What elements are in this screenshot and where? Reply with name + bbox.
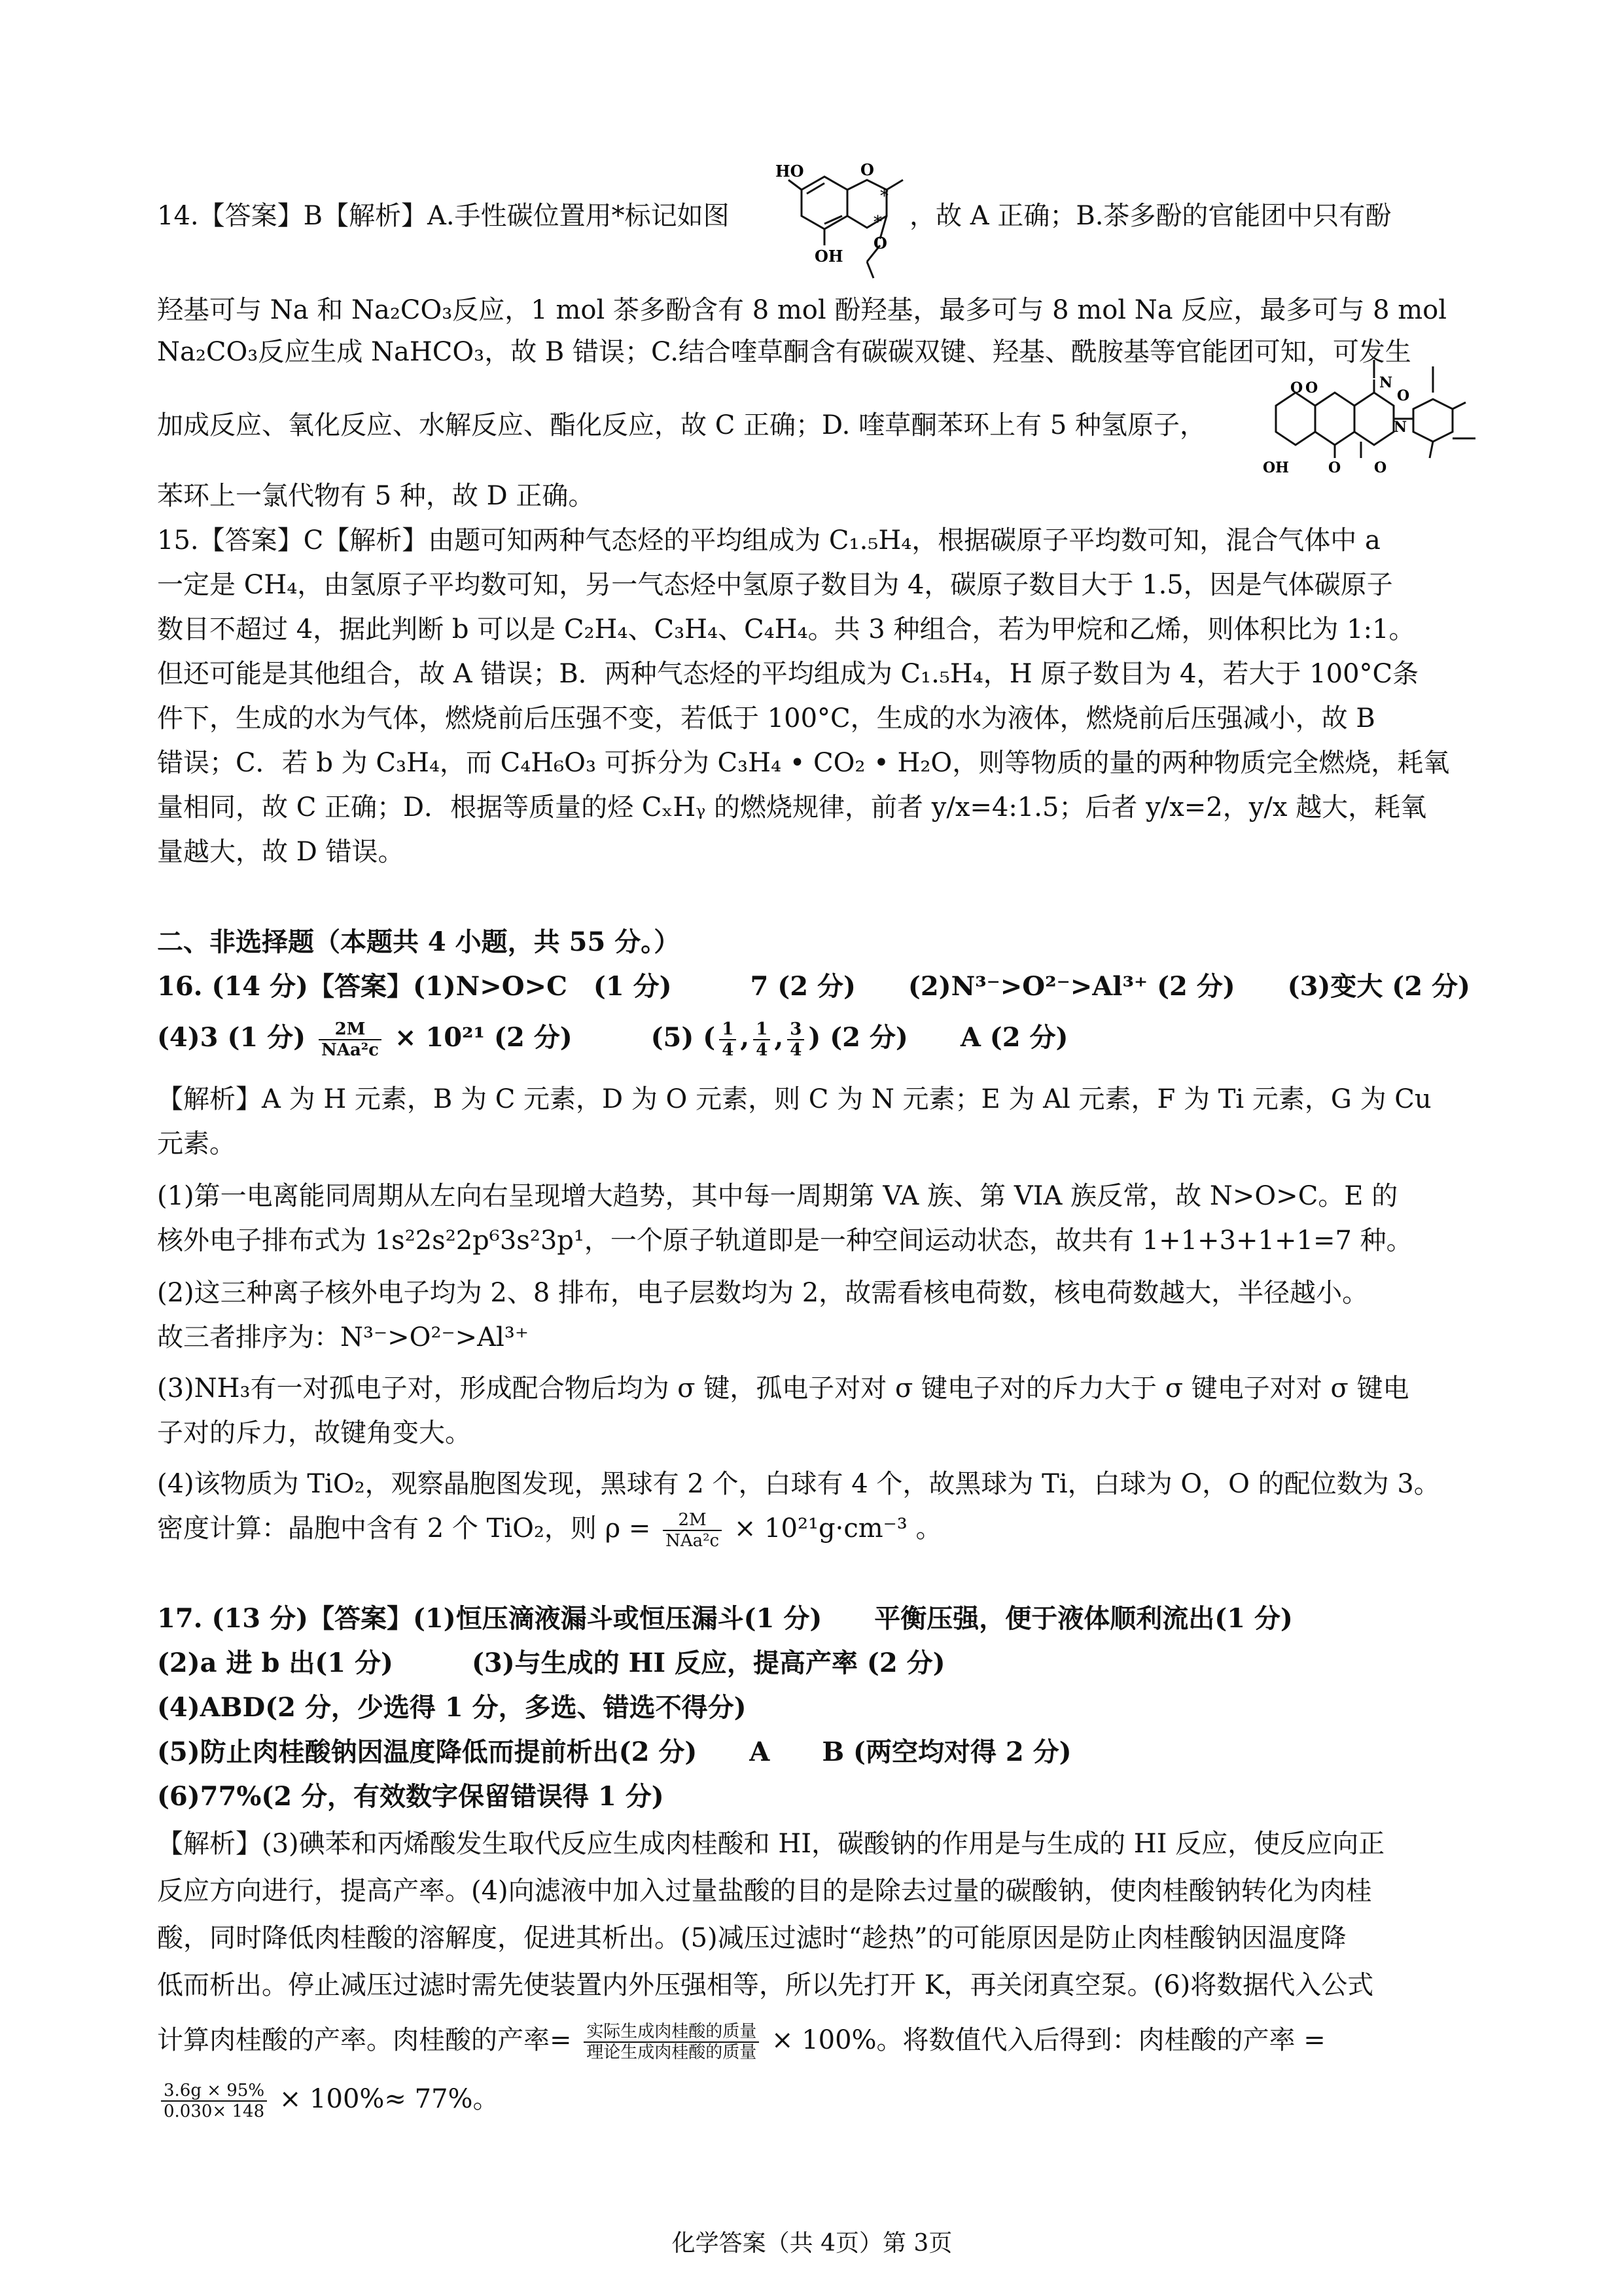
mol2-o-5: O — [1305, 380, 1318, 397]
q15-l8: 量越大，故 D 错误。 — [157, 837, 404, 867]
q17-answer-6: (6)77%(2 分，有效数字保留错误得 1 分) — [157, 1781, 664, 1812]
page-footer: 化学答案（共 4页）第 3页 — [671, 2230, 953, 2257]
mol2-o-4: O — [1374, 459, 1387, 476]
q15-l5: 件下，生成的水为气体，燃烧前后压强不变，若低于 100°C，生成的水为液体，燃烧前后压强减小，故 B — [157, 703, 1375, 733]
q16-answer-4-cont: × 10²¹ (2 分) (5) — [394, 1022, 694, 1053]
q16-coordinates: ( $\frac{1}{4}$ , $\frac{1}{4}$ , $\frac{3}{4}$ ) — [703, 1019, 821, 1060]
q17-expl-1: 【解析】(3)碘苯和丙烯酸发生取代反应生成肉桂酸和 HI，碳酸钠的作用是与生成的 HI 反应，使反应向正 — [157, 1829, 1385, 1859]
q15-l6: 错误；C．若 b 为 C₃H₄，而 C₄H₆O₃ 可拆分为 C₃H₄ • CO₂ • H₂O，则等物质的量的两种物质完全燃烧，耗氧 — [157, 748, 1450, 778]
mol1-oh: OH — [815, 247, 843, 266]
q14-b: 羟基可与 Na 和 Na₂CO₃反应，1 mol 茶多酚含有 8 mol 酚羟基，最多可与 8 mol Na 反应，最多可与 8 mol — [157, 295, 1447, 325]
yield-calc-fraction: $\frac{3.6g \times 95\%}{0.030\times 148}$ — [161, 2081, 267, 2121]
mol1-o-ring: O — [860, 160, 874, 179]
mol1-o-ester: O — [874, 234, 887, 253]
q16-expl-10: 密度计算：晶胞中含有 2 个 TiO₂，则 ρ = — [157, 1513, 651, 1544]
yield-formula-fraction: $\frac{\text{实际生成肉桂酸的质量}}{\text{理论生成肉桂酸的质量}}$ — [584, 2022, 759, 2062]
q16-expl-1: 【解析】A 为 H 元素，B 为 C 元素，D 为 O 元素，则 C 为 N 元素；E 为 Al 元素，F 为 Ti 元素，G 为 Cu — [157, 1084, 1432, 1114]
q14-cd: 加成反应、氧化反应、水解反应、酯化反应，故 C 正确；D. 喹草酮苯环上有 5 种氢原子， — [157, 410, 1206, 440]
q16-expl-3: (1)第一电离能同周期从左向右呈现增大趋势，其中每一周期第 VA 族、第 VIA 族反常，故 N>O>C。E 的 — [157, 1181, 1398, 1211]
q17-expl-3: 酸，同时降低肉桂酸的溶解度，促进其析出。(5)减压过滤时“趁热”的可能原因是防止肉桂酸钠因温度降 — [157, 1923, 1347, 1953]
mol2-o-2: O — [1397, 387, 1410, 404]
q16-expl-5: (2)这三种离子核外电子均为 2、8 排布，电子层数均为 2，故需看核电荷数，核电荷数越大，半径越小。 — [157, 1278, 1369, 1308]
q17-answer-4: (4)ABD(2 分，少选得 1 分，多选、错选不得分) — [157, 1692, 747, 1723]
q15-l1: 15.【答案】C【解析】由题可知两种气态烃的平均组成为 C₁.₅H₄，根据碳原子平均数可知，混合气体中 a — [157, 525, 1381, 556]
mol2-n-2: N — [1394, 419, 1407, 436]
rho-fraction: $\frac{2M}{\text{NAa²c}}$ — [663, 1510, 722, 1551]
q16-expl-10-cont: × 10²¹g·cm⁻³ 。 — [733, 1513, 942, 1544]
mol1-ho: HO — [775, 162, 804, 181]
q16-expl-7: (3)NH₃有一对孤电子对，形成配合物后均为 σ 键，孤电子对对 σ 键电子对的斥力大于 σ 键电子对对 σ 键电 — [157, 1373, 1409, 1404]
q15-l4: 但还可能是其他组合，故 A 错误；B．两种气态烃的平均组成为 C₁.₅H₄，H 原子数目为 4，若大于 100°C条 — [157, 659, 1419, 689]
q16-answer-1: 16. (14 分)【答案】(1)N>O>C (1 分) 7 (2 分) (2)N³⁻>O²⁻>Al³⁺ (2 分) (3)变大 (2 分) — [157, 971, 1470, 1002]
q16-density-fraction: $\frac{2M}{\text{NAa²c}}$ — [319, 1019, 381, 1060]
q14-end: 苯环上一氯代物有 5 种，故 D 正确。 — [157, 481, 595, 511]
q17-answer-5: (5)防止肉桂酸钠因温度降低而提前析出(2 分) A B (两空均对得 2 分) — [157, 1737, 1072, 1767]
q15-l3: 数目不超过 4，据此判断 b 可以是 C₂H₄、C₃H₄、C₄H₄。共 3 种组合，若为甲烷和乙烯，则体积比为 1:1。 — [157, 614, 1415, 645]
mol2-o-3: O — [1328, 459, 1341, 476]
q14-intro: 14.【答案】B【解析】A.手性碳位置用*标记如图 — [157, 201, 730, 231]
q15-l2: 一定是 CH₄，由氢原子平均数可知，另一气态烃中氢原子数目为 4，碳原子数目大于 1.5，因是气体碳原子 — [157, 570, 1393, 600]
q16-expl-2: 元素。 — [157, 1129, 236, 1159]
q16-expl-6: 故三者排序为：N³⁻>O²⁻>Al³⁺ — [157, 1322, 529, 1352]
q17-expl-5: 计算肉桂酸的产率。肉桂酸的产率= — [157, 2025, 572, 2055]
q17-expl-4: 低而析出。停止减压过滤时需先使装置内外压强相等，所以先打开 K，再关闭真空泵。(6)将数据代入公式 — [157, 1970, 1374, 2000]
chiral-star-2: * — [874, 213, 882, 232]
q17-answer-2: (2)a 进 b 出(1 分) (3)与生成的 HI 反应，提高产率 (2 分) — [157, 1648, 945, 1678]
q16-expl-4: 核外电子排布式为 1s²2s²2p⁶3s²3p¹，一个原子轨道即是一种空间运动状态，故共有 1+1+3+1+1=7 种。 — [157, 1226, 1413, 1256]
q16-answer-5-cont: (2 分) A (2 分) — [830, 1022, 1068, 1053]
q14-intro-cont: ，故 A 正确；B.茶多酚的官能团中只有酚 — [909, 201, 1392, 231]
mol2-o-1: O — [1290, 380, 1303, 397]
q17-expl-5-cont: × 100%。将数值代入后得到：肉桂酸的产率 = — [771, 2025, 1326, 2055]
q17-expl-2: 反应方向进行，提高产率。(4)向滤液中加入过量盐酸的目的是除去过量的碳酸钠，使肉桂酸钠转化为肉桂 — [157, 1876, 1372, 1906]
q15-l7: 量相同，故 C 正确；D．根据等质量的烃 CₓHᵧ 的燃烧规律，前者 y/x=4:1.5；后者 y/x=2，y/x 越大，耗氧 — [157, 792, 1427, 822]
mol2-oh: OH — [1263, 459, 1289, 476]
mol2-n-1: N — [1379, 374, 1393, 391]
tea-polyphenol-structure — [775, 150, 906, 281]
chiral-star-1: * — [880, 186, 889, 206]
q17-expl-6: × 100%≈ 77%。 — [279, 2084, 499, 2114]
q16-answer-4: (4)3 (1 分) — [157, 1022, 306, 1053]
section-2-heading: 二、非选择题（本题共 4 小题，共 55 分。） — [157, 927, 680, 957]
q17-answer-1: 17. (13 分)【答案】(1)恒压滴液漏斗或恒压漏斗(1 分) 平衡压强，便于液体顺利流出(1 分) — [157, 1603, 1293, 1634]
q16-expl-9: (4)该物质为 TiO₂，观察晶胞图发现，黑球有 2 个，白球有 4 个，故黑球为 Ti，白球为 O，O 的配位数为 3。 — [157, 1469, 1440, 1499]
q14-b-cont: Na₂CO₃反应生成 NaHCO₃，故 B 错误；C.结合喹草酮含有碳碳双键、羟基、酰胺基等官能团可知，可发生 — [157, 337, 1411, 367]
quinotrione-structure — [1263, 353, 1479, 478]
q16-expl-8: 子对的斥力，故键角变大。 — [157, 1418, 471, 1448]
